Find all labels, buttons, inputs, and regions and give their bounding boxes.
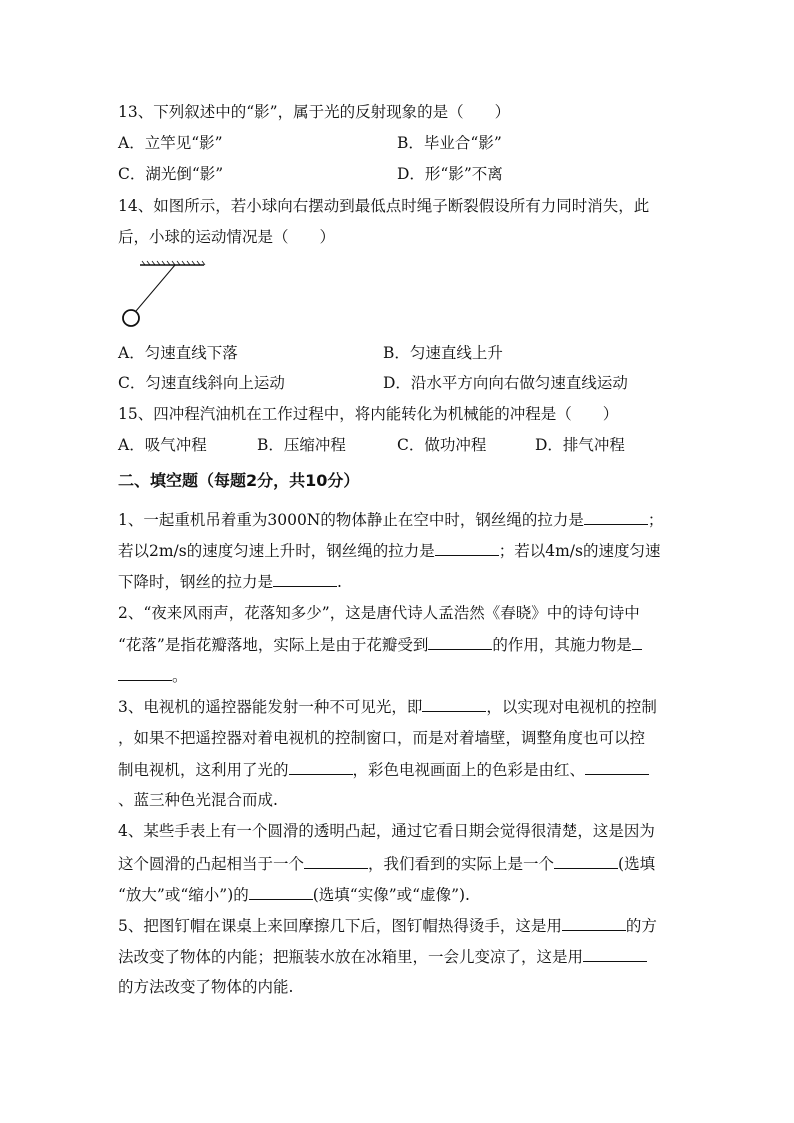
fill4-text: (选填“实像”或“虚像”). (312, 886, 470, 904)
answer-blank[interactable] (554, 853, 618, 869)
q13-option-d: D．形“影”不离 (397, 165, 503, 183)
answer-blank[interactable] (249, 884, 313, 900)
fill1-text: ； (647, 511, 664, 529)
fill3-text: 制电视机，这利用了光的 (118, 761, 289, 779)
fill1-text: 下降时，钢丝的拉力是 (118, 573, 274, 591)
q13-option-a: A．立竿见“影” (118, 134, 223, 152)
q13-option-c: C．湖光倒“影” (118, 165, 224, 183)
fill4-line1: 4、某些手表上有一个圆滑的透明凸起，通过它看日期会觉得很清楚，这是因为 (118, 822, 655, 840)
section-heading: 二、填空题（每题2分，共10分） (118, 471, 360, 490)
fill1-text: 1、一起重机吊着重为3000N的物体静止在空中时，钢丝绳的拉力是 (118, 511, 584, 529)
q15-option-a: A．吸气冲程 (118, 436, 207, 454)
fill3-text: 3、电视机的遥控器能发射一种不可见光，即 (118, 698, 423, 716)
answer-blank[interactable] (428, 634, 492, 650)
q15-option-b: B．压缩冲程 (257, 436, 346, 454)
pendulum-ball (123, 310, 139, 326)
answer-blank[interactable] (435, 540, 499, 556)
fill1-line1 (118, 509, 663, 530)
fill3-line3 (118, 759, 649, 780)
answer-blank[interactable] (304, 853, 368, 869)
answer-blank[interactable] (273, 571, 337, 587)
ceiling-support (140, 261, 205, 265)
fill1-text: . (337, 573, 342, 591)
answer-blank[interactable] (562, 915, 626, 931)
fill3-line1 (118, 696, 657, 717)
fill3-line2: ，如果不把遥控器对着电视机的控制窗口，而是对着墙壁，调整角度也可以控 (118, 729, 646, 747)
answer-blank[interactable] (584, 509, 648, 525)
answer-blank[interactable] (422, 696, 486, 712)
fill5-text: 法改变了物体的内能；把瓶装水放在冰箱里，一会儿变凉了，这是用 (118, 948, 584, 966)
q15-stem: 15、四冲程汽油机在工作过程中，将内能转化为机械能的冲程是（ ） (118, 405, 619, 423)
fill4-line2 (118, 853, 655, 874)
fill5-line2 (118, 946, 647, 967)
q14-option-d: D．沿水平方向向右做匀速直线运动 (383, 374, 628, 392)
q14-stem-line2: 后，小球的运动情况是（ ） (118, 228, 336, 246)
fill3-line4: 、蓝三种色光混合而成. (118, 791, 278, 809)
fill3-text: ，以实现对电视机的控制 (486, 698, 657, 716)
fill1-text: ；若以4m/s的速度匀速 (498, 542, 661, 560)
pendulum-figure (118, 258, 218, 333)
fill5-line1 (118, 915, 657, 936)
q14-option-a: A．匀速直线下落 (118, 344, 238, 362)
fill1-text: 若以2m/s的速度匀速上升时，钢丝绳的拉力是 (118, 542, 435, 560)
fill1-line3 (118, 571, 342, 592)
fill4-text: ，我们看到的实际上是一个 (368, 855, 555, 873)
answer-blank[interactable] (289, 759, 353, 775)
q15-option-d: D．排气冲程 (535, 436, 625, 454)
fill2-line2 (118, 634, 642, 655)
fill4-text: “放大”或“缩小”)的 (118, 886, 249, 904)
q15-option-c: C．做功冲程 (397, 436, 487, 454)
answer-blank[interactable] (585, 759, 649, 775)
fill2-text: 。 (172, 667, 188, 685)
fill5-text: 5、把图钉帽在课桌上来回摩擦几下后，图钉帽热得烫手，这是用 (118, 917, 562, 935)
fill2-text: 的作用，其施力物是 (492, 636, 632, 654)
q13-stem: 13、下列叙述中的“影”，属于光的反射现象的是（ ） (118, 103, 511, 121)
fill1-line2 (118, 540, 661, 561)
answer-blank[interactable] (583, 946, 647, 962)
fill4-text: (选填 (618, 855, 656, 873)
fill5-text: 的方 (625, 917, 657, 935)
q14-stem-line1: 14、如图所示，若小球向右摆动到最低点时绳子断裂假设所有力同时消失，此 (118, 197, 650, 215)
fill2-line1: 2、“夜来风雨声，花落知多少”，这是唐代诗人孟浩然《春晓》中的诗句诗中 (118, 604, 640, 622)
fill2-text: “花落”是指花瓣落地，实际上是由于花瓣受到 (118, 636, 429, 654)
fill5-line3: 的方法改变了物体的内能. (118, 978, 294, 996)
answer-blank[interactable] (118, 665, 172, 681)
q13-option-b: B．毕业合“影” (397, 134, 502, 152)
q14-option-b: B．匀速直线上升 (383, 344, 503, 362)
fill3-text: ，彩色电视画面上的色彩是由红、 (352, 761, 586, 779)
q14-option-c: C．匀速直线斜向上运动 (118, 374, 285, 392)
fill2-line3 (118, 665, 188, 686)
pendulum-string (136, 265, 175, 311)
answer-blank[interactable] (632, 634, 642, 650)
fill4-line3 (118, 884, 470, 905)
fill4-text: 这个圆滑的凸起相当于一个 (118, 855, 305, 873)
